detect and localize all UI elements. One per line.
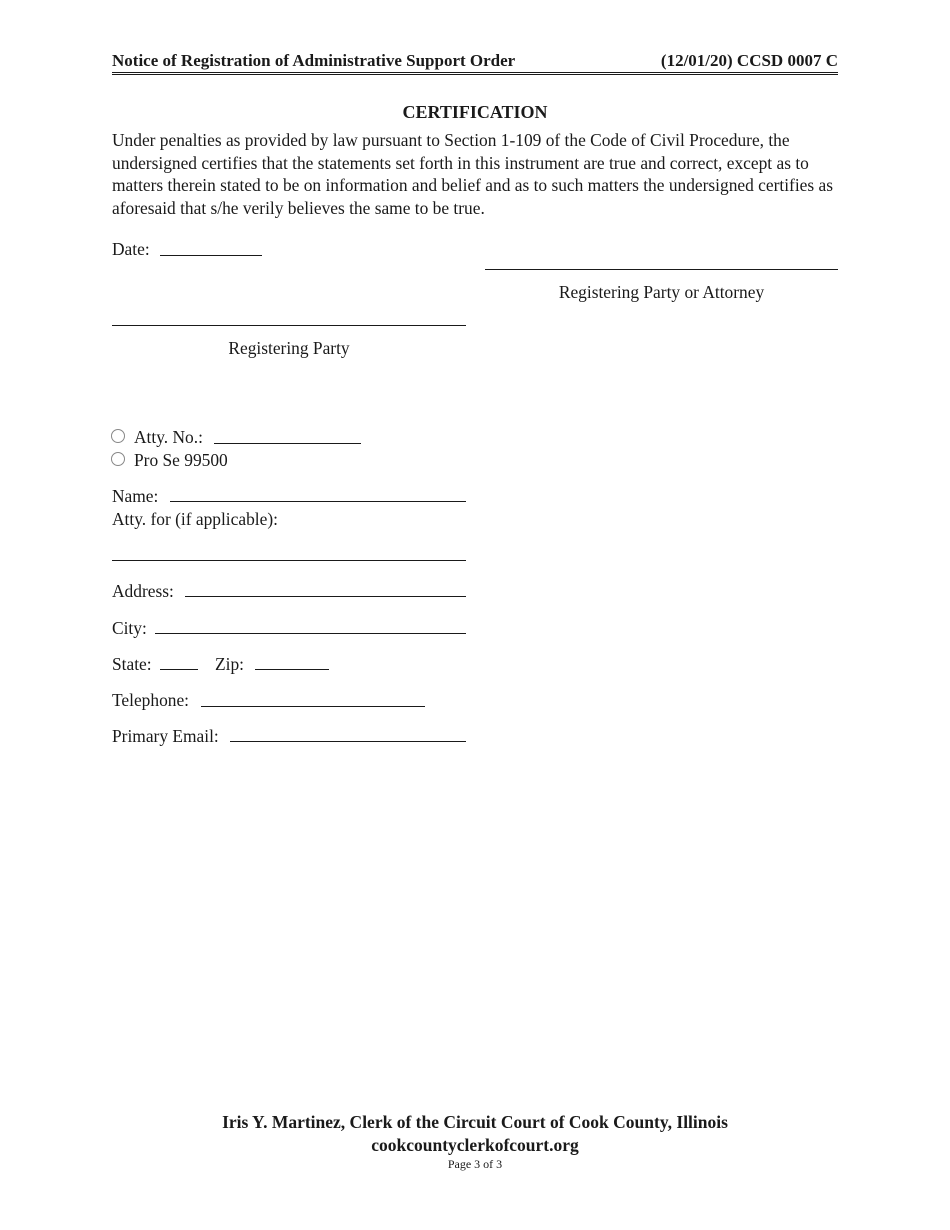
- registering-party-or-attorney-label: Registering Party or Attorney: [558, 282, 765, 302]
- form-title: Notice of Registration of Administrative Support Order: [112, 51, 516, 70]
- state-label: State:: [112, 654, 152, 674]
- registering-party-signature-line[interactable]: [112, 325, 466, 326]
- registering-party-label: Registering Party: [228, 338, 350, 358]
- footer-clerk: Iris Y. Martinez, Clerk of the Circuit Court of Cook County, Illinois: [222, 1112, 728, 1132]
- date-label: Date:: [112, 239, 150, 259]
- state-field[interactable]: [160, 669, 198, 670]
- atty-no-label: Atty. No.:: [134, 427, 203, 447]
- name-label: Name:: [112, 486, 159, 506]
- city-field[interactable]: [155, 633, 466, 634]
- zip-label: Zip:: [215, 654, 244, 674]
- certification-heading: CERTIFICATION: [402, 102, 548, 122]
- telephone-field[interactable]: [201, 706, 425, 707]
- atty-no-radio[interactable]: [111, 429, 125, 443]
- zip-field[interactable]: [255, 669, 329, 670]
- email-field[interactable]: [230, 741, 466, 742]
- registering-party-or-attorney-signature-line[interactable]: [485, 269, 838, 270]
- atty-for-field[interactable]: [112, 560, 466, 561]
- telephone-label: Telephone:: [112, 690, 190, 710]
- name-field[interactable]: [170, 501, 466, 502]
- atty-no-field[interactable]: [214, 443, 361, 444]
- form-header: [112, 50, 838, 75]
- pro-se-label: Pro Se 99500: [134, 450, 228, 470]
- address-field[interactable]: [185, 596, 466, 597]
- page-number: Page 3 of 3: [447, 1157, 503, 1171]
- date-field[interactable]: [160, 255, 262, 256]
- city-label: City:: [112, 618, 147, 638]
- address-label: Address:: [112, 581, 174, 601]
- certification-text: Under penalties as provided by law pursuant to Section 1-109 of the Code of Civil Procedure, the undersigned certifies that the statements set forth in this instrument are true and correct, except as to matters therein stated to be on information and belief and as to such matters the undersigned certifies as aforesaid that s/he verily believes the same to be true.: [112, 130, 833, 218]
- footer-website: cookcountyclerkofcourt.org: [371, 1135, 579, 1155]
- form-code: (12/01/20) CCSD 0007 C: [660, 51, 838, 70]
- atty-for-label: Atty. for (if applicable):: [112, 509, 278, 529]
- pro-se-radio[interactable]: [111, 452, 125, 466]
- email-label: Primary Email:: [112, 726, 219, 746]
